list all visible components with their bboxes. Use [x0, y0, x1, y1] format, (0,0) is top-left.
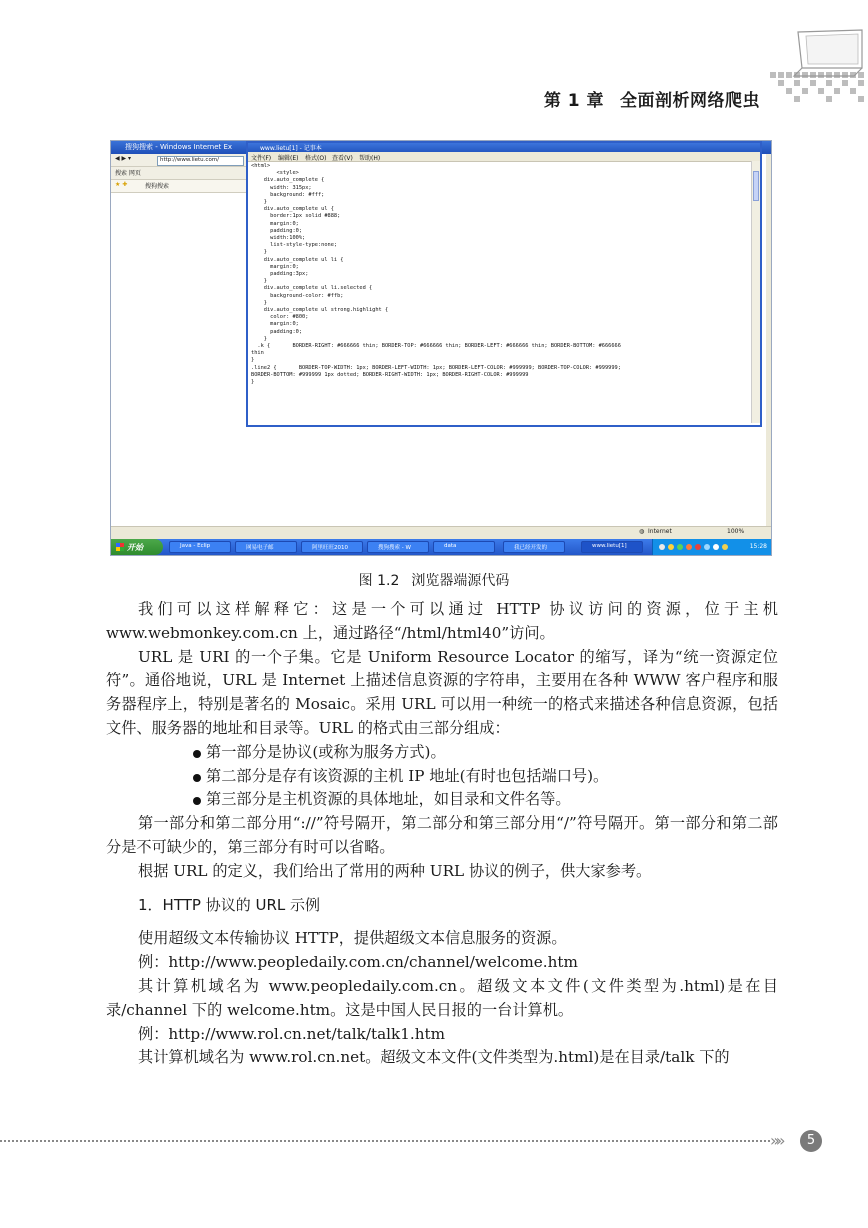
figure-number: 图 1.2	[358, 573, 400, 589]
figure-screenshot	[110, 140, 772, 556]
notepad-scrollbar	[751, 161, 760, 423]
footer-dotted-line	[0, 1140, 770, 1142]
ie-address-bar	[111, 154, 246, 167]
bullet-icon	[193, 750, 201, 758]
page-number: 5	[800, 1130, 822, 1152]
ie-search-bar	[111, 167, 246, 180]
tray-icon	[677, 544, 683, 550]
paragraph: URL 是 URI 的一个子集。它是 Uniform Resource Locator 的缩写，译为“统一资源定位符”。通俗地说，URL 是 Internet 上描述信息资源的字符串，主要用在各种 WWW 客户程序和服务器程序上，特别是著名的 Mosaic。采用 URL 可以用一种统一的格式来描述各种信息资源，包括文件、服务器的地址和目录等。URL 的格式由三部分组成：	[106, 647, 778, 737]
task-item: 阿里旺旺2010	[301, 541, 363, 553]
taskbar	[111, 539, 771, 555]
status-zoom: 100%	[727, 528, 745, 535]
notepad-code: <html> <style> div.auto_complete { width: 315px; background: #fff; } div.auto_complete ul { border:1px solid #888; margin:0; padding:0; width:100%; list-style-type:none; } div.auto_complete ul li { margin:0; padding:3px; } div.auto_complete ul li.selected { background-color: #ffb; } div.auto_complete ul strong.highlight { color: #800; margin:0; padding:0; } .k { BORDER-RIGHT: #666666 thin; BORDER-TOP: #666666 thin; BORDER-LEFT: #666666 thin; BORDER-BOTTOM: #666666 thin } .line2 { BORDER-TOP-WIDTH: 1px; BORDER-LEFT-WIDTH: 1px; BORDER-LEFT-COLOR: #999999; BORDER-TOP-COLOR: #999999; BORDER-BOTTOM: #999999 1px dotted; BORDER-RIGHT-WIDTH: 1px; BORDER-RIGHT-COLOR: #999999 }	[251, 163, 621, 386]
paragraph: 其计算机域名为 www.rol.cn.net。超级文本文件(文件类型为.html)是在目录/talk 下的	[138, 1048, 730, 1067]
notepad-menu-bar	[248, 152, 760, 162]
body-text	[106, 598, 778, 1070]
bullet-item: 第二部分是存有该资源的主机 IP 地址(有时也包括端口号)。	[106, 765, 778, 789]
task-item: Java - Eclip	[169, 541, 231, 553]
task-item: data	[433, 541, 495, 553]
tray-icon	[668, 544, 674, 550]
system-tray	[652, 539, 771, 555]
chapter-heading	[544, 86, 760, 111]
bullet-item: 第一部分是协议(或称为服务方式)。	[106, 741, 778, 765]
chapter-title: 全面剖析网络爬虫	[620, 91, 760, 111]
menu-help: 帮助(H)	[359, 155, 381, 162]
start-button	[111, 539, 163, 555]
notepad-title-bar	[248, 143, 760, 152]
ie-right-strip	[766, 154, 771, 526]
task-item: 网易电子邮	[235, 541, 297, 553]
windows-logo-icon	[116, 543, 124, 551]
section-heading: 1．HTTP 协议的 URL 示例	[138, 895, 320, 914]
figure-caption-text: 浏览器端源代码	[411, 573, 510, 589]
paragraph: 第一部分和第二部分用“://”符号隔开，第二部分和第三部分用“/”符号隔开。第一部分和第二部分是不可缺少的，第三部分有时可以省略。	[106, 814, 778, 856]
globe-icon: ◍	[639, 528, 645, 535]
menu-format: 格式(O)	[305, 155, 327, 162]
back-forward-icon: ◀ ▶ ▾	[115, 155, 132, 162]
ie-address-text: http://www.lietu.com/	[160, 157, 220, 163]
ie-search-label: 搜索 网页	[115, 170, 141, 177]
ie-favorite-tab: 搜狗搜索	[145, 183, 170, 190]
clock: 15:28	[749, 543, 767, 550]
menu-view: 查看(V)	[332, 155, 353, 162]
tray-icon	[686, 544, 692, 550]
double-chevron-icon: »»	[770, 1131, 782, 1150]
bullet-icon	[193, 774, 201, 782]
example-line: 例：http://www.rol.cn.net/talk/talk1.htm	[138, 1024, 445, 1043]
tray-icon	[659, 544, 665, 550]
notepad-title: www.lietu[1] - 记事本	[260, 145, 322, 152]
header-decoration	[758, 28, 868, 110]
menu-file: 文件(F)	[251, 155, 272, 162]
task-item: 搜狗搜索 - W	[367, 541, 429, 553]
chapter-number: 第 1 章	[543, 91, 604, 111]
notepad-window	[246, 141, 762, 427]
bullet-icon	[193, 797, 201, 805]
paragraph: 我们可以这样解释它：这是一个可以通过 HTTP 协议访问的资源，位于主机 www.webmonkey.com.cn 上，通过路径“/html/html40”访问。	[106, 600, 778, 642]
paragraph: 其计算机域名为 www.peopledaily.com.cn。超级文本文件(文件类型为.html)是在目录/channel 下的 welcome.htm。这是中国人民日报的一台计算机。	[106, 976, 778, 1019]
tray-icon	[704, 544, 710, 550]
example-line: 例：http://www.peopledaily.com.cn/channel/welcome.htm	[138, 953, 578, 972]
paragraph: 使用超级文本传输协议 HTTP，提供超级文本信息服务的资源。	[138, 929, 567, 948]
task-item-active: www.lietu[1]	[581, 541, 643, 553]
ie-address-field	[157, 156, 244, 166]
task-item: 我已经开发的	[503, 541, 565, 553]
ie-status-bar	[111, 526, 771, 539]
menu-edit: 编辑(E)	[278, 155, 299, 162]
tray-icon	[713, 544, 719, 550]
scrollbar-thumb	[753, 171, 759, 201]
tray-icon	[695, 544, 701, 550]
tray-icon	[722, 544, 728, 550]
bullet-item: 第三部分是主机资源的具体地址，如目录和文件名等。	[106, 788, 778, 812]
paragraph: 根据 URL 的定义，我们给出了常用的两种 URL 协议的例子，供大家参考。	[138, 861, 652, 880]
ie-favorites-bar	[111, 180, 246, 193]
status-zone: Internet	[648, 528, 672, 535]
start-label: 开始	[127, 543, 143, 552]
ie-title-text: 搜狗搜索 - Windows Internet Ex	[125, 143, 233, 151]
star-icon: ★ ✚	[115, 181, 128, 188]
figure-caption	[0, 570, 868, 590]
